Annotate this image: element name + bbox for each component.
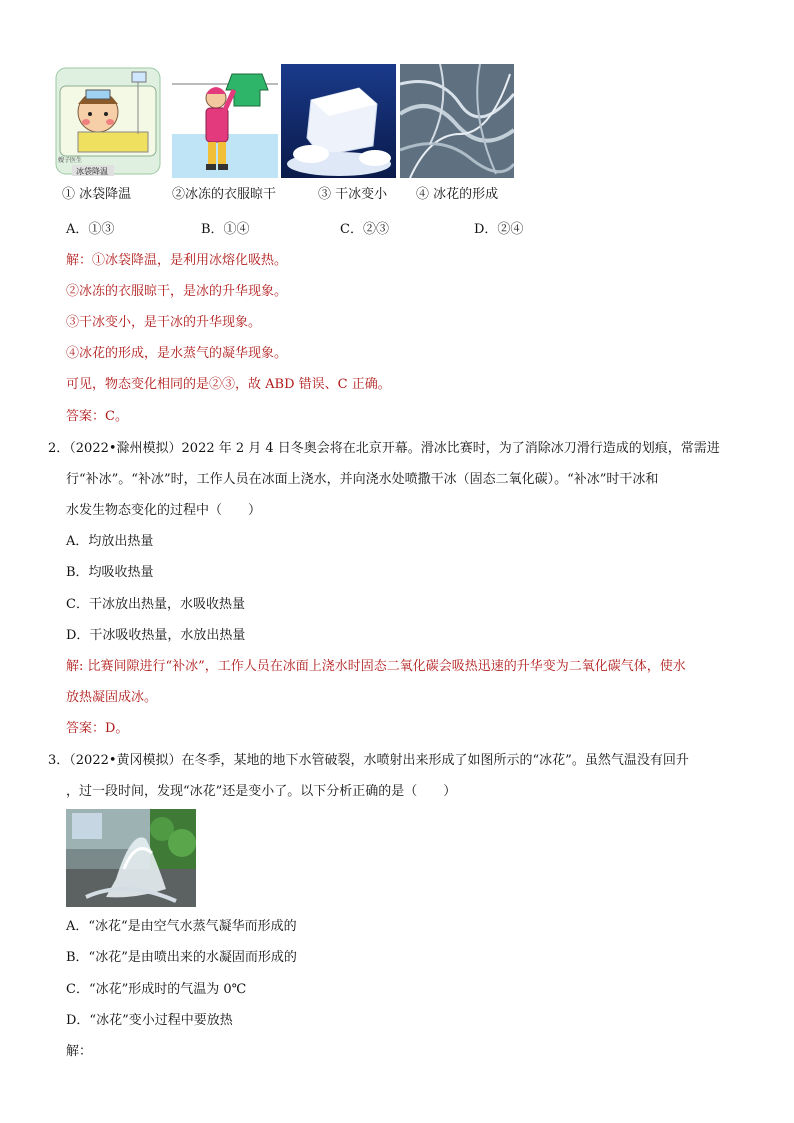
q2-option-d: D．干冰吸收热量，水放出热量: [66, 628, 246, 643]
q1-solution-line: ④冰花的形成，是水蒸气的凝华现象。: [66, 346, 288, 361]
image-ice-pack-cooling: [52, 64, 164, 178]
q1-option-c: C．②③: [340, 222, 389, 237]
image-water-pipe-ice-flower: [66, 809, 196, 907]
q2-solution-line: 放热凝固成冰。: [66, 690, 158, 705]
q2-stem-line: 行“补冰”。“补冰”时，工作人员在冰面上浇水，并向浇水处喷撒干冰（固态二氧化碳）。“补冰”时干冰和: [66, 472, 659, 487]
q3-option-d: D．“冰花”变小过程中要放热: [66, 1013, 233, 1028]
q1-option-b: B．①④: [201, 222, 250, 237]
caption-4: ④ 冰花的形成: [416, 187, 499, 202]
q3-solution-label: 解：: [66, 1044, 93, 1059]
q3-stem-line: ，过一段时间，发现“冰花”还是变小了。以下分析正确的是（ ）: [66, 784, 457, 799]
q1-solution-line: ②冰冻的衣服晾干，是冰的升华现象。: [66, 284, 288, 299]
q1-option-d: D．②④: [474, 222, 524, 237]
q1-solution-line: ③干冰变小，是干冰的升华现象。: [66, 315, 262, 330]
q2-option-a: A．均放出热量: [66, 534, 154, 549]
q2-answer: 答案：D。: [66, 721, 129, 736]
q3-option-a: A．“冰花“是由空气水蒸气凝华而形成的: [66, 919, 297, 934]
q1-solution-line: 解：①冰袋降温，是利用冰熔化吸热。: [66, 253, 288, 268]
q2-option-c: C．干冰放出热量，水吸收热量: [66, 597, 245, 612]
q1-option-a: A．①③: [66, 222, 115, 237]
caption-1: ① 冰袋降温: [62, 187, 132, 202]
q1-answer: 答案：C。: [66, 409, 128, 424]
caption-2: ②冰冻的衣服晾干: [172, 187, 277, 202]
q2-option-b: B．均吸收热量: [66, 565, 154, 580]
image-label: 冰袋降温: [76, 167, 108, 176]
q2-stem-line: 水发生物态变化的过程中（ ）: [66, 503, 262, 518]
image-frozen-clothes-drying: [172, 64, 278, 178]
q3-stem-line: 3．（2022•黄冈模拟）在冬季，某地的地下水管破裂，水喷射出来形成了如图所示的“冰花”。虽然气温没有回升: [48, 753, 689, 768]
svg-text:嫂子医生: 嫂子医生: [58, 157, 83, 164]
q2-stem-line: 2．（2022•滁州模拟）2022 年 2 月 4 日冬奥会将在北京开幕。滑冰比赛时，为了消除冰刀滑行造成的划痕，常需进: [48, 441, 720, 456]
q2-solution-line: 解: 比赛间隙进行“补冰”，工作人员在冰面上浇水时固态二氧化碳会吸热迅速的升华变为二氧化碳气体，使水: [66, 659, 686, 674]
image-dry-ice-shrinking: [281, 64, 396, 178]
q1-solution-line: 可见，物态变化相同的是②③，故 ABD 错误、C 正确。: [66, 377, 391, 392]
q3-option-b: B．“冰花”是由喷出来的水凝固而形成的: [66, 950, 297, 965]
caption-3: ③ 干冰变小: [318, 187, 388, 202]
image-ice-flower-formation: [400, 64, 514, 178]
q3-option-c: C．“冰花”形成时的气温为 0℃: [66, 982, 247, 997]
